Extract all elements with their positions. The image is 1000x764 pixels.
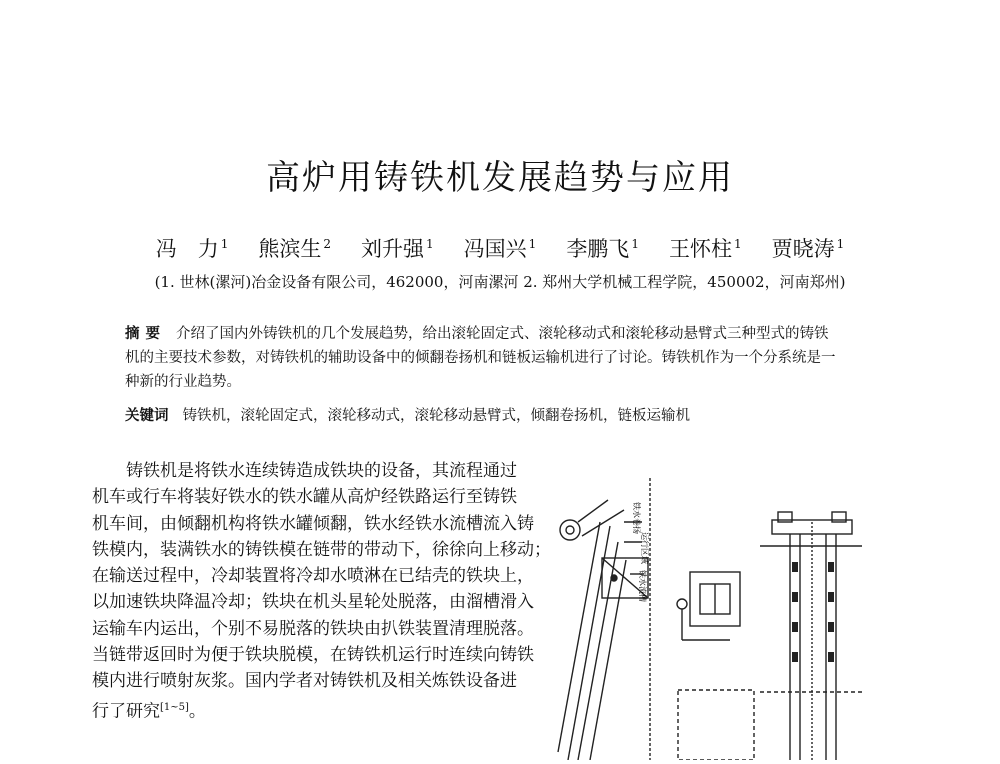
author: 王怀柱 $^1$ (668, 237, 742, 261)
citation: [1~5] (160, 701, 189, 713)
machine-drawing (550, 462, 990, 760)
pit-outline (678, 690, 754, 760)
body-line: 运输车内运出，个别不易脱落的铁块由扒铁装置清理脱落。 (92, 618, 534, 639)
body-line: 铁模内，装满铁水的铸铁模在链带的带动下，徐徐向上移动； (92, 539, 551, 560)
head-sprocket (566, 526, 574, 534)
body-line: 以加速铁块降温冷却；铁块在机头星轮处脱落，由溜槽滑入 (92, 592, 534, 613)
keywords-text: 铸铁机，滚轮固定式，滚轮移动式，滚轮移动悬臂式，倾翻卷扬机，链板运输机 (182, 408, 690, 424)
body-line: 铸铁机是将铁水连续铸造成铁块的设备，其流程通过 (92, 461, 517, 481)
author: 刘升强 $^1$ (361, 237, 434, 261)
figure-label: 铁水卷扬 (632, 502, 641, 534)
paper-title: 高炉用铸铁机发展趋势与应用 (266, 158, 734, 198)
abstract-line: 机的主要技术参数，对铸铁机的辅助设备中的倾翻卷扬机和链板运输机进行了讨论。铸铁机作为一个分系统是一 (125, 350, 836, 366)
keywords-label: 关键词 (125, 407, 169, 424)
head-sprocket (560, 520, 580, 540)
body-line: 机车或行车将装好铁水的铁水罐从高炉经铁路运行至铸铁 (92, 487, 517, 508)
figure-label: 运行区域 (640, 532, 649, 564)
machine-figure (550, 462, 990, 760)
conveyor-rail (568, 526, 610, 760)
conveyor-rail (558, 522, 600, 752)
figure-label: 铁水流槽 (638, 570, 647, 602)
body-line: 在输送过程中，冷却装置将冷却水喷淋在已结壳的铁块上， (92, 566, 534, 587)
body-paragraph (92, 458, 551, 722)
author: 贾晓涛 $^1$ (771, 237, 845, 261)
body-line: 行了研究[1~5]。 (92, 701, 206, 722)
author-list (0, 233, 1000, 263)
author: 冯 力 $^1$ (155, 237, 229, 261)
abstract (125, 322, 885, 394)
pulley (677, 599, 687, 609)
body-line: 机车间，由倾翻机构将铁水罐倾翻，铁水经铁水流槽流入铸 (92, 513, 534, 534)
abstract-line: 介绍了国内外铸铁机的几个发展趋势，给出滚轮固定式、滚轮移动式和滚轮移动悬臂式三种型式的铸铁 (176, 326, 829, 342)
conveyor-rail (578, 542, 618, 760)
chute-line (578, 500, 608, 522)
body-line: 当链带返回时为便于铁块脱模，在铸铁机运行时连续向铸铁 (92, 645, 534, 666)
author: 熊滨生 $^2$ (258, 237, 332, 261)
pivot (611, 575, 617, 581)
author: 李鹏飞 $^1$ (566, 237, 639, 261)
keywords (125, 404, 885, 425)
affiliation: (1. 世林(漯河)冶金设备有限公司，462000，河南漯河 2. 郑州大学机械工程学院，450002，河南郑州) (154, 273, 846, 291)
abstract-line: 种新的行业趋势。 (125, 374, 241, 390)
conveyor-rail (590, 560, 626, 760)
author: 冯国兴 $^1$ (463, 237, 537, 261)
body-line: 模内进行喷射灰浆。国内学者对铸铁机及相关炼铁设备进 (92, 671, 517, 692)
mould-marks (792, 562, 834, 662)
abstract-label: 摘要 (125, 325, 166, 342)
